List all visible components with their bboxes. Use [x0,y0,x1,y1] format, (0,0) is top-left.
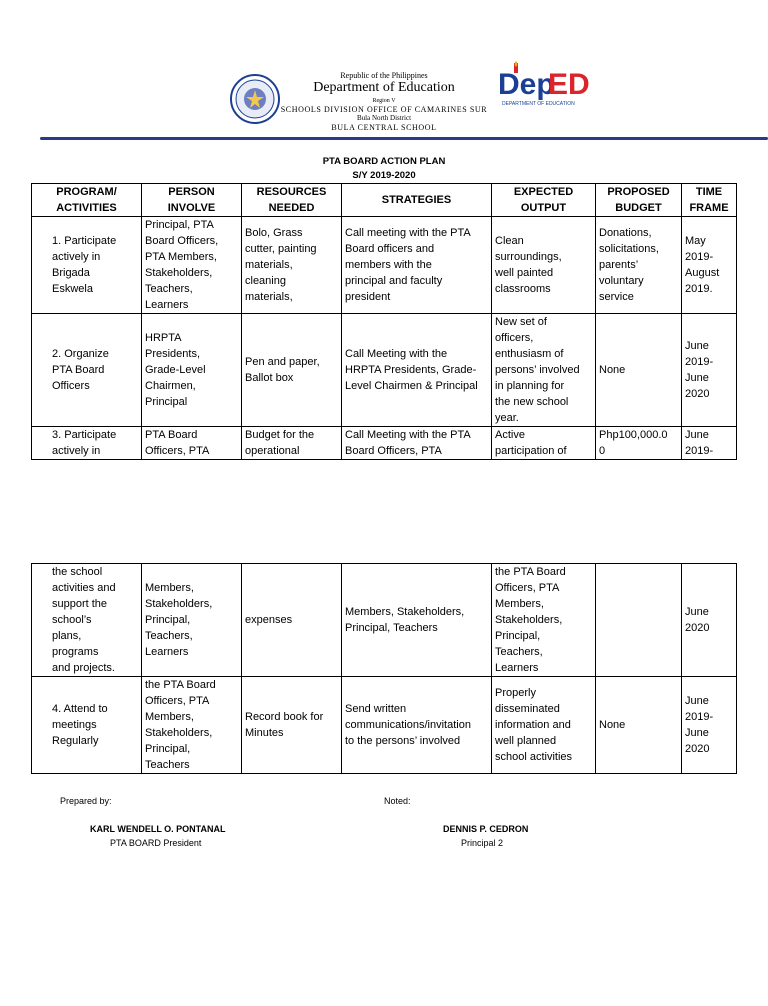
cell-budget: Php100,000.0 0 [596,427,682,460]
cell-resources: Bolo, Grass cutter, painting materials, cleaning materials, [242,217,342,314]
cell-strategies: Send written communications/invitation to the persons’ involved [342,677,492,774]
cell-resources: Budget for the operational [242,427,342,460]
header-output: EXPECTED OUTPUT [492,184,596,217]
cell-output: the PTA Board Officers, PTA Members, Stakeholders, Principal, Teachers, Learners [492,564,596,677]
cell-time: June 2019- [682,427,737,460]
cell-output: New set of officers, enthusiasm of persons’ involved in planning for the new school year. [492,314,596,427]
table-row [32,217,737,314]
cell-person: the PTA Board Officers, PTA Members, Stakeholders, Principal, Teachers [142,677,242,774]
cell-output: Clean surroundings, well painted classrooms [492,217,596,314]
cell-strategies: Call meeting with the PTA Board officers and members with the principal and faculty president [342,217,492,314]
cell-person: PTA Board Officers, PTA [142,427,242,460]
table-row [32,677,737,774]
region-line: Region V [372,98,396,104]
prepared-by-position: PTA BOARD President [110,838,202,848]
table-row [32,564,737,677]
cell-output: Active participation of [492,427,596,460]
cell-strategies: Members, Stakeholders, Principal, Teachers [342,564,492,677]
cell-program: 4. Attend to meetings Regularly [32,677,142,774]
action-plan-table-continued [31,563,737,774]
table-header-row [32,184,737,217]
republic-line: Republic of the Philippines [340,71,428,80]
cell-budget: None [596,314,682,427]
cell-budget: None [596,677,682,774]
cell-time: June 2019- June 2020 [682,677,737,774]
cell-program: 1. Participate actively in Brigada Eskwela [32,217,142,314]
cell-resources: Pen and paper, Ballot box [242,314,342,427]
noted-by-name: DENNIS P. CEDRON [443,824,529,834]
header-person: PERSON INVOLVE [142,184,242,217]
noted-by-position: Principal 2 [461,838,504,848]
prepared-by-name: KARL WENDELL O. PONTANAL [90,824,226,834]
cell-person: Members, Stakeholders, Principal, Teachers, Learners [142,564,242,677]
svg-text:DEPARTMENT OF EDUCATION: DEPARTMENT OF EDUCATION [502,101,575,107]
district-line: Bula North District [356,114,412,122]
cell-resources: expenses [242,564,342,677]
table-row [32,314,737,427]
cell-strategies: Call Meeting with the HRPTA Presidents, Grade- Level Chairmen & Principal [342,314,492,427]
header-budget: PROPOSED BUDGET [596,184,682,217]
table-row [32,427,737,460]
plan-title: PTA BOARD ACTION PLAN [322,156,446,167]
cell-program: 2. Organize PTA Board Officers [32,314,142,427]
action-plan-table [31,183,737,460]
cell-person: Principal, PTA Board Officers, PTA Members, Stakeholders, Teachers, Learners [142,217,242,314]
cell-program: the school activities and support the school’s plans, programs and projects. [32,564,142,677]
prepared-by-label: Prepared by: [60,796,112,806]
cell-budget: Donations, solicitations, parents’ voluntary service [596,217,682,314]
cell-output: Properly disseminated information and well planned school activities [492,677,596,774]
division-line: SCHOOLS DIVISION OFFICE OF CAMARINES SUR [280,105,488,114]
cell-resources: Record book for Minutes [242,677,342,774]
noted-label: Noted: [384,796,411,806]
header-resources: RESOURCES NEEDED [242,184,342,217]
cell-person: HRPTA Presidents, Grade-Level Chairmen, Principal [142,314,242,427]
cell-time: June 2019- June 2020 [682,314,737,427]
deped-logo [496,60,592,108]
cell-time: June 2020 [682,564,737,677]
school-line: BULA CENTRAL SCHOOL [331,123,437,132]
header-time: TIME FRAME [682,184,737,217]
svg-text:Dep: Dep [498,68,555,101]
svg-text:ED: ED [548,68,590,101]
department-line: Department of Education [313,80,455,95]
cell-strategies: Call Meeting with the PTA Board Officers, PTA [342,427,492,460]
cell-time: May 2019- August 2019. [682,217,737,314]
school-year: S/Y 2019-2020 [352,170,416,181]
header-strategies: STRATEGIES [342,184,492,217]
cell-budget [596,564,682,677]
header-divider [40,137,768,140]
header-program: PROGRAM/ ACTIVITIES [32,184,142,217]
cell-program: 3. Participate actively in [32,427,142,460]
